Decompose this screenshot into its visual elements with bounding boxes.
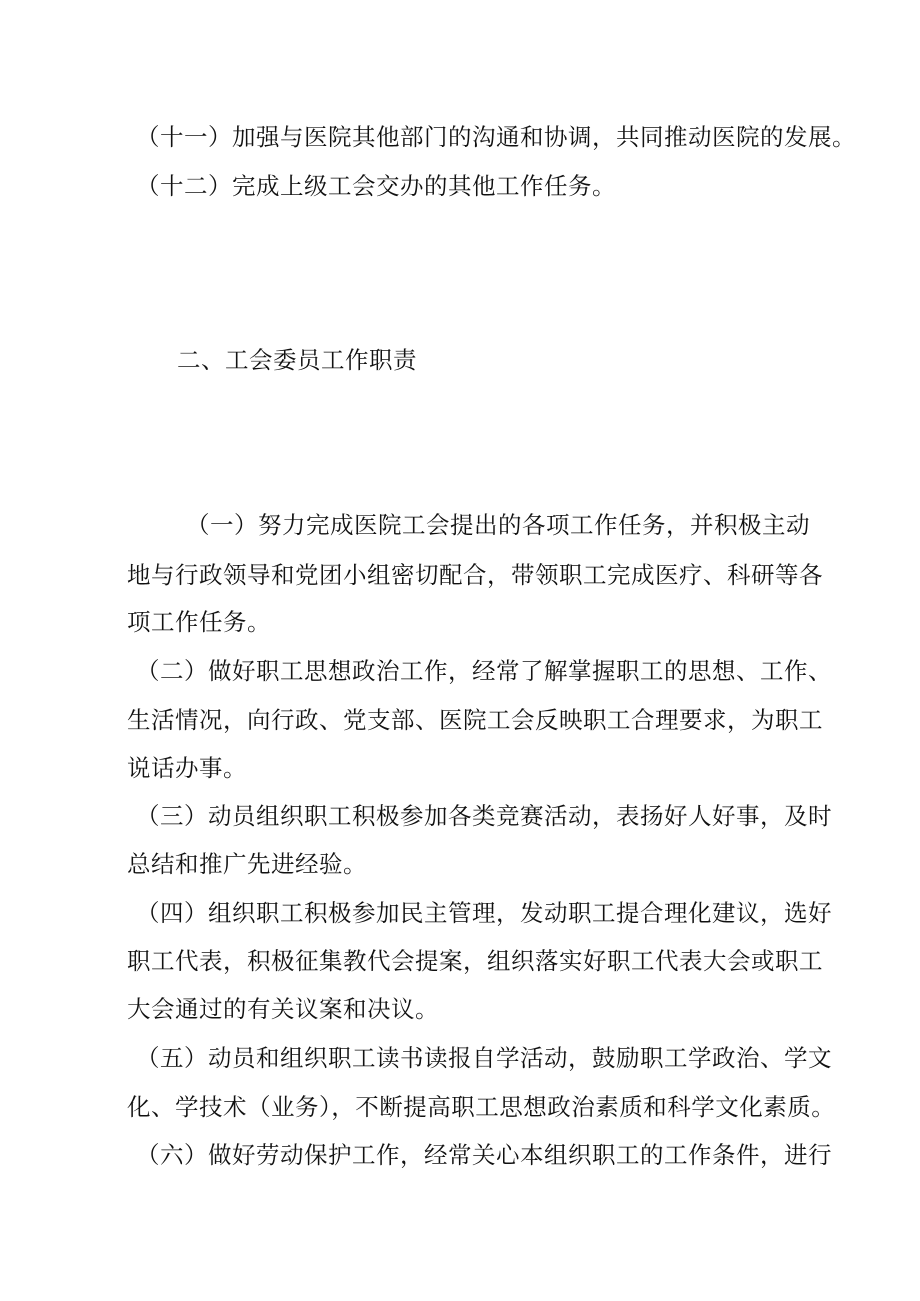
paragraph-line: （六）做好劳动保护工作，经常关心本组织职工的工作条件，进行: [136, 1141, 832, 1169]
paragraph-line: （五）动员和组织职工读书读报自学活动，鼓励职工学政治、学文: [136, 1044, 832, 1072]
paragraph-line: 说话办事。: [127, 754, 247, 782]
paragraph-line: （四）组织职工积极参加民主管理，发动职工提合理化建议，选好: [136, 899, 832, 927]
paragraph-line: 地与行政领导和党团小组密切配合，带领职工完成医疗、科研等各: [127, 561, 823, 589]
paragraph-line: 职工代表，积极征集教代会提案，组织落实好职工代表大会或职工: [127, 947, 823, 975]
list-item-11: （十一）加强与医院其他部门的沟通和协调，共同推动医院的发展。: [136, 123, 856, 151]
paragraph-line: 项工作任务。: [127, 608, 271, 636]
paragraph-line: （一）努力完成医院工会提出的各项工作任务，并积极主动: [186, 511, 810, 539]
section-heading: 二、工会委员工作职责: [177, 346, 417, 374]
paragraph-line: 生活情况，向行政、党支部、医院工会反映职工合理要求，为职工: [127, 706, 823, 734]
paragraph-line: 大会通过的有关议案和决议。: [127, 995, 439, 1023]
paragraph-line: （二）做好职工思想政治工作，经常了解掌握职工的思想、工作、: [136, 657, 832, 685]
paragraph-line: 化、学技术（业务），不断提高职工思想政治素质和科学文化素质。: [127, 1093, 836, 1121]
paragraph-line: 总结和推广先进经验。: [127, 850, 367, 878]
paragraph-line: （三）动员组织职工积极参加各类竞赛活动，表扬好人好事，及时: [136, 802, 832, 830]
list-item-12: （十二）完成上级工会交办的其他工作任务。: [136, 172, 616, 200]
